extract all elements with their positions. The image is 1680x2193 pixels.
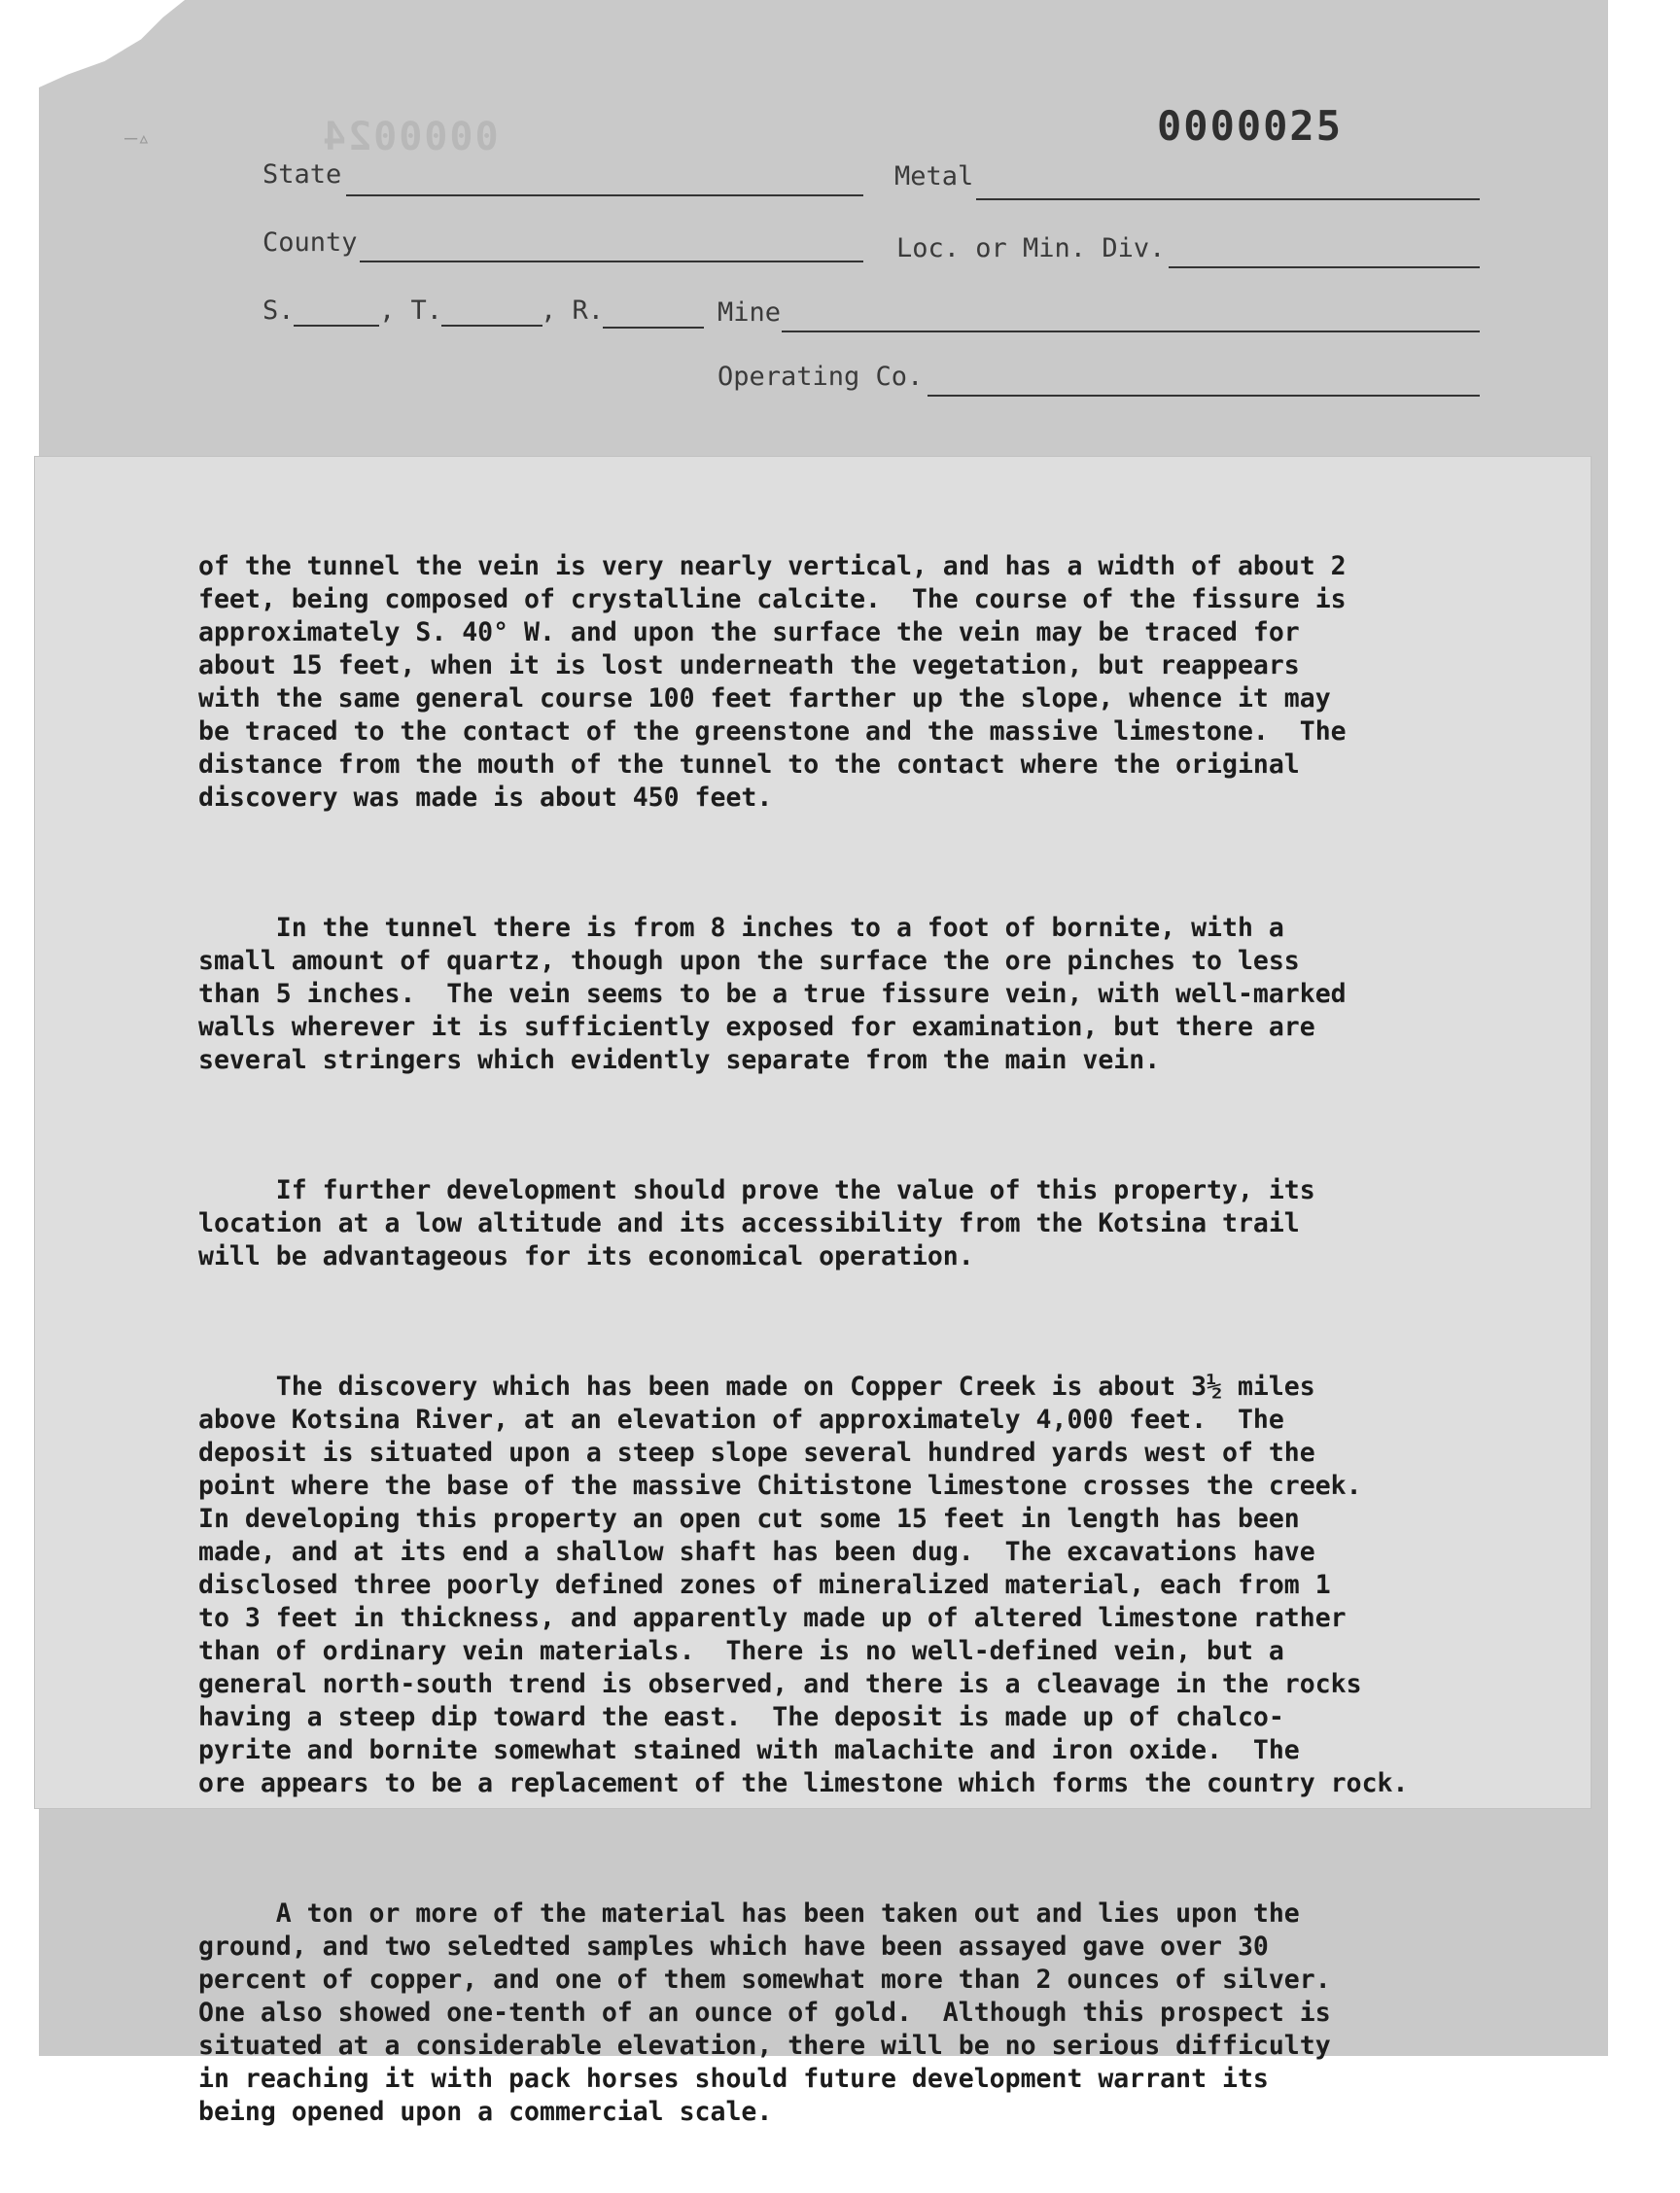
operating-co-label: Operating Co. [718,362,924,392]
paragraph-4: The discovery which has been made on Copper Creek is about 3½ miles above Kotsina River, at an elevation of approximately 4,000 feet. The deposit is situated upon a steep slope several hundred yards west of the point where the base of the massive Chitistone limestone crosses the creek. In developing this property an open cut some 15 feet in length has been made, and at its end a shallow shaft has been dug. The excavations have disclosed three poorly defined zones of mineralized material, each from 1 to 3 feet in thickness, and apparently made up of altered limestone rather than of ordinary vein materials. There is no well-defined vein, but a general north-south trend is observed, and there is a cleavage in the rocks having a steep dip toward the east. The deposit is made up of chalco- pyrite and bornite somewhat stained with malachite and iron oxide. The ore appears to be a replacement of the limestone which forms the country rock. [198,1372,1409,1798]
county-label: County [262,227,358,258]
torn-corner [39,0,185,87]
report-body [198,484,1491,2193]
paragraph-3: If further development should prove the value of this property, its location at a low altitude and its accessibility from the Kotsina trail will be advantageous for its economical operation. [198,1175,1315,1271]
metal-field[interactable] [976,198,1480,200]
state-field[interactable] [346,194,863,196]
paragraph-5: A ton or more of the material has been taken out and lies upon the ground, and two seledted samples which have been assayed gave over 30 percent of copper, and one of them somewhat more than 2 ounces of silver. One also showed one-tenth of an ounce of gold. Although this prospect is situated at a considerable elevation, there will be no serious difficulty in reaching it with pack horses should future development warrant its being opened upon a commercial scale. [198,1898,1331,2127]
metal-label: Metal [894,161,974,191]
range-field[interactable] [603,327,704,329]
township-label: , T. [379,296,443,326]
pencil-mark: –▵ [124,126,151,151]
bleed-through-stamp: 0000024 [321,115,499,159]
range-label: , R. [541,296,605,326]
loc-field[interactable] [1169,266,1480,268]
document-number-stamp: 0000025 [1157,102,1344,150]
section-label: S. [262,296,295,326]
operating-co-field[interactable] [928,395,1480,397]
county-field[interactable] [360,261,863,262]
section-field[interactable] [294,325,379,327]
state-label: State [262,159,342,190]
township-field[interactable] [441,325,542,327]
loc-label: Loc. or Min. Div. [896,233,1166,263]
paragraph-1: of the tunnel the vein is very nearly vertical, and has a width of about 2 feet, being composed of crystalline calcite. The course of the fissure is approximately S. 40° W. and upon the surface the vein may be traced for about 15 feet, when it is lost underneath the vegetation, but reappears with the same general course 100 feet farther up the slope, whence it may be traced to the contact of the greenstone and the massive limestone. The distance from the mouth of the tunnel to the contact where the original discovery was made is about 450 feet. [198,551,1347,813]
mine-label: Mine [718,297,782,328]
paragraph-2: In the tunnel there is from 8 inches to a foot of bornite, with a small amount of quartz, though upon the surface the ore pinches to less than 5 inches. The vein seems to be a true fissure vein, with well-marked walls wherever it is sufficiently exposed for examination, but there are several stringers which evidently separate from the main vein. [198,913,1347,1075]
mine-field[interactable] [782,331,1480,332]
